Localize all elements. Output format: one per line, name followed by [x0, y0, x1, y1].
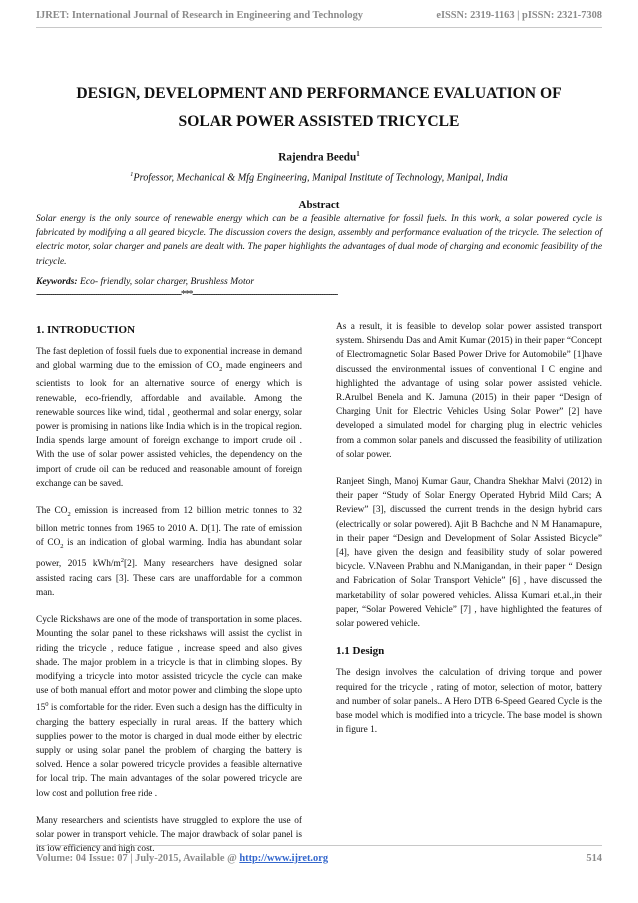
- footer-volume: [36, 853, 328, 864]
- keywords-label: Keywords:: [36, 276, 78, 287]
- text-run: [2]. Many researchers have designed solar assisted racing cars [3]. These cars are unaffordable for a common man.: [36, 559, 302, 598]
- author-name: Rajendra Beedu: [278, 151, 357, 164]
- right-paragraph-2: Ranjeet Singh, Manoj Kumar Gaur, Chandra Shekhar Malvi (2012) in their paper “Study of Solar Energy Operated Hybrid Mild Cars; A Review” [3], discussed the current trends in the design hybrid cars (electrically or solar powered). Ajit B Bachche and N M Hanamapure, in their paper “Design and Development of Solar Assisted Bicycle” [4], have given the design and feasibility study of solar powered bicycle. V.Naveen Prabhu and N.Manigandan, in their paper “ Design and Fabrication of Solar Transport Vehicle” [6] , have discussed the marketability of solar powered vehicles. Alissa Kumari et.al.,in their paper, “Solar Powered Vehicle” [7] , have highlighted the features of solar powered vehicle.: [336, 477, 602, 630]
- introduction-heading: 1. INTRODUCTION: [36, 324, 136, 336]
- section-separator: --------------------------------------------------------------------***--------------------------------------------------------------------: [36, 289, 338, 300]
- keywords-text: Eco- friendly, solar charger, Brushless Motor: [77, 276, 255, 287]
- author: [36, 150, 602, 164]
- title-line-2: SOLAR POWER ASSISTED TRICYCLE: [178, 113, 460, 130]
- right-paragraph-1: As a result, it is feasible to develop solar power assisted transport system. Shirsendu Das and Amit Kumar (2015) in their paper “Concept of Electromagnetic Solar Based Power Drive for Automobile” [1]have discussed the environmental issues of conventional I C engine and highlighted the advantage of using solar power assisted vehicle. R.Arulbel Benela and K. Jamuna (2015) in their paper “Design of Charging Unit for Electric Vehicles Using Solar Power” [2] have developed a simulated model for charging plug in electric vehicles from a common solar panels and discussed the feasibility of utilization of solar power.: [336, 322, 602, 460]
- journal-link[interactable]: http://www.ijret.org: [239, 853, 329, 864]
- intro-paragraph-4: Many researchers and scientists have struggled to explore the use of solar power in transport vehicle. The major drawback of solar panel is its low efficiency and high cost.: [36, 815, 302, 855]
- keywords: [36, 276, 602, 287]
- footer-prefix: Volume: 04 Issue: 07 | July-2015, Available @: [36, 853, 240, 864]
- text-run: is comfortable for the rider. Even such a design has the difficulty in charging the battery especially in rural areas. If the battery which supplies power to the motor is charged in dual mode either by electric supply or using solar panel the problem of charging the battery is solved. Hence a solar powered tricycle provides a feasible alternative for local trip. The main advantages of the solar powered tricycle are low cost and pollution free ride .: [36, 703, 302, 799]
- design-heading: 1.1 Design: [336, 645, 385, 658]
- journal-name: IJRET: International Journal of Research in Engineering and Technology: [36, 10, 363, 21]
- superscript: 0: [45, 701, 49, 709]
- text-run: made engineers and scientists to look for an alternative source of energy which is renewable, eco-friendly, affordable and available. Among the renewable sources like wind, tidal , geothermal and solar energy, solar power is promising in nations like India which is in the tropical region. India spends large amount of foreign exchange to import crude oil . With the use of solar power assisted vehicles, the dependency on the import of crude oil can be reduced and reasonable amount of foreign exchange can be saved.: [36, 361, 302, 489]
- affiliation-text: Professor, Mechanical & Mfg Engineering, Manipal Institute of Technology, Manipal, India: [133, 172, 508, 184]
- page-number: 514: [586, 853, 602, 864]
- issn: eISSN: 2319-1163 | pISSN: 2321-7308: [436, 10, 602, 21]
- header-rule: [36, 27, 602, 28]
- subscript: 2: [60, 543, 64, 551]
- superscript: 2: [120, 557, 124, 565]
- text-run: The fast depletion of fossil fuels due to exponential increase in demand and global warming due to the emission of CO: [36, 347, 302, 372]
- paper-title: [30, 80, 608, 136]
- page-footer: [36, 853, 602, 864]
- affiliation: [36, 171, 602, 183]
- page-header: [36, 10, 602, 21]
- design-paragraph: The design involves the calculation of driving torque and power required for the tricycle , rating of motor, selection of motor, battery and number of solar panels.. A Hero DTB 6-Speed Geared Cycle is the base model which is modified into a tricycle. The base model is shown in figure 1.: [336, 668, 602, 736]
- intro-paragraph-3: [36, 613, 302, 801]
- title-line-1: DESIGN, DEVELOPMENT AND PERFORMANCE EVALUATION OF: [76, 85, 562, 102]
- left-column: [36, 323, 302, 869]
- affiliation-mark: 1: [130, 171, 134, 178]
- abstract-text: Solar energy is the only source of renewable energy which can be a feasible alternative for fossil fuels. In this work, a solar powered cycle is fabricated by modifying a all geared bicycle. The discussion covers the design, assembly and performance evaluation of the tricycle. The selection of electric motor, solar charger and panels are dealt with. The paper highlights the advantages of dual mode of charging and economic feasibility of the tricycle.: [36, 214, 602, 267]
- text-run: is an indication of global warming. India has abundant solar power, 2015 kWh/m: [36, 538, 302, 570]
- text-run: Cycle Rickshaws are one of the mode of transportation in some places. Mounting the solar panel to these rickshaws will assist the cyclist in riding the tricycle , reduce fatigue , increase speed and also gives shade. The major problem in a tricycle is that in climbing slopes. By modifying a tricycle into motor assisted tricycle the cycle can make use of both manual effort and motor power and climbing the slope upto 15: [36, 615, 302, 714]
- author-mark: 1: [356, 150, 360, 158]
- text-run: The CO: [36, 506, 68, 517]
- subscript: 2: [67, 510, 71, 518]
- text-run: emission is increased from 12 billion metric tonnes to 32 billon metric tonnes from 1965 to 2010 A. D[1]. The rate of emission of CO: [36, 506, 302, 549]
- intro-paragraph-2: [36, 504, 302, 600]
- abstract-heading: Abstract: [298, 199, 340, 211]
- intro-paragraph-1: [36, 345, 302, 491]
- footer-rule: [36, 845, 602, 846]
- subscript: 2: [219, 366, 223, 374]
- right-column: [336, 320, 602, 750]
